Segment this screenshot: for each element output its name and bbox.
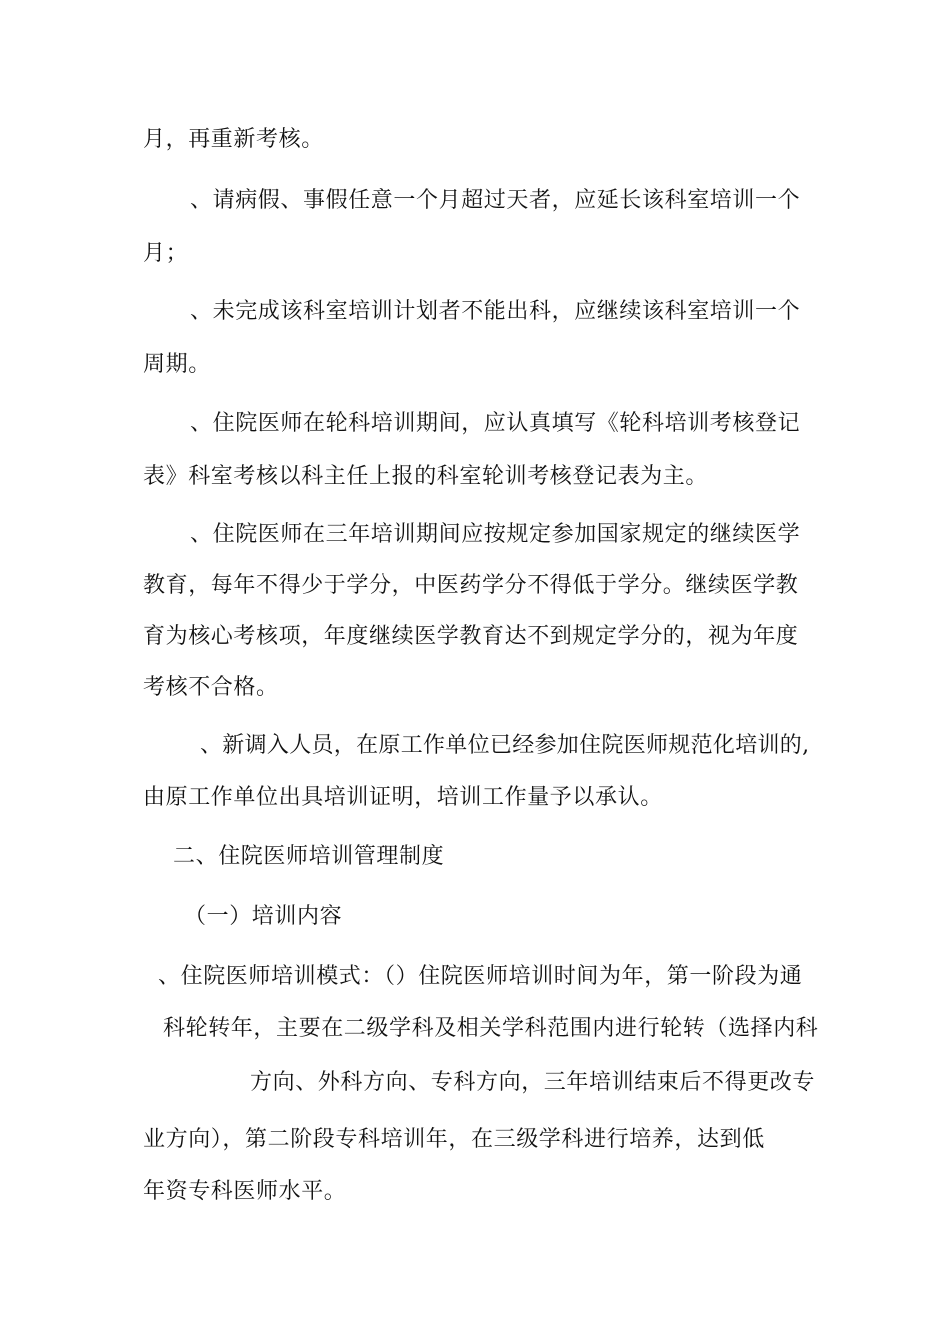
text-line: 、未完成该科室培训计划者不能出科，应继续该科室培训一个 — [190, 299, 801, 324]
text-line: 年资专科医师水平。 — [143, 1179, 347, 1204]
text-line: 、请病假、事假任意一个月超过天者，应延长该科室培训一个 — [190, 188, 801, 213]
text-line: 月，再重新考核。 — [143, 127, 324, 152]
text-line: 、住院医师在轮科培训期间，应认真填写《轮科培训考核登记 — [190, 411, 801, 436]
section-heading: 二、住院医师培训管理制度 — [173, 844, 445, 869]
text-line: 由原工作单位出具培训证明，培训工作量予以承认。 — [143, 785, 663, 810]
text-line: 月； — [143, 241, 189, 266]
text-line: 考核不合格。 — [143, 675, 279, 700]
text-line: 周期。 — [143, 352, 211, 377]
text-line: 育为核心考核项，年度继续医学教育达不到规定学分的，视为年度 — [143, 624, 799, 649]
text-line: 、住院医师在三年培训期间应按规定参加国家规定的继续医学 — [190, 522, 801, 547]
text-line: 、住院医师培训模式：（）住院医师培训时间为年，第一阶段为通 — [158, 964, 803, 989]
text-line: 教育，每年不得少于学分，中医药学分不得低于学分。继续医学教 — [143, 573, 799, 598]
text-line: 、新调入人员，在原工作单位已经参加住院医师规范化培训的, — [200, 733, 810, 758]
text-line: 科轮转年，主要在二级学科及相关学科范围内进行轮转（选择内科 — [163, 1016, 819, 1041]
text-line: 表》科室考核以科主任上报的科室轮训考核登记表为主。 — [143, 464, 709, 489]
text-line: 业方向），第二阶段专科培训年，在三级学科进行培养，达到低 — [143, 1127, 765, 1152]
subsection-heading: （一）培训内容 — [184, 904, 343, 929]
text-line: 方向、外科方向、专科方向，三年培训结束后不得更改专 — [250, 1070, 816, 1095]
